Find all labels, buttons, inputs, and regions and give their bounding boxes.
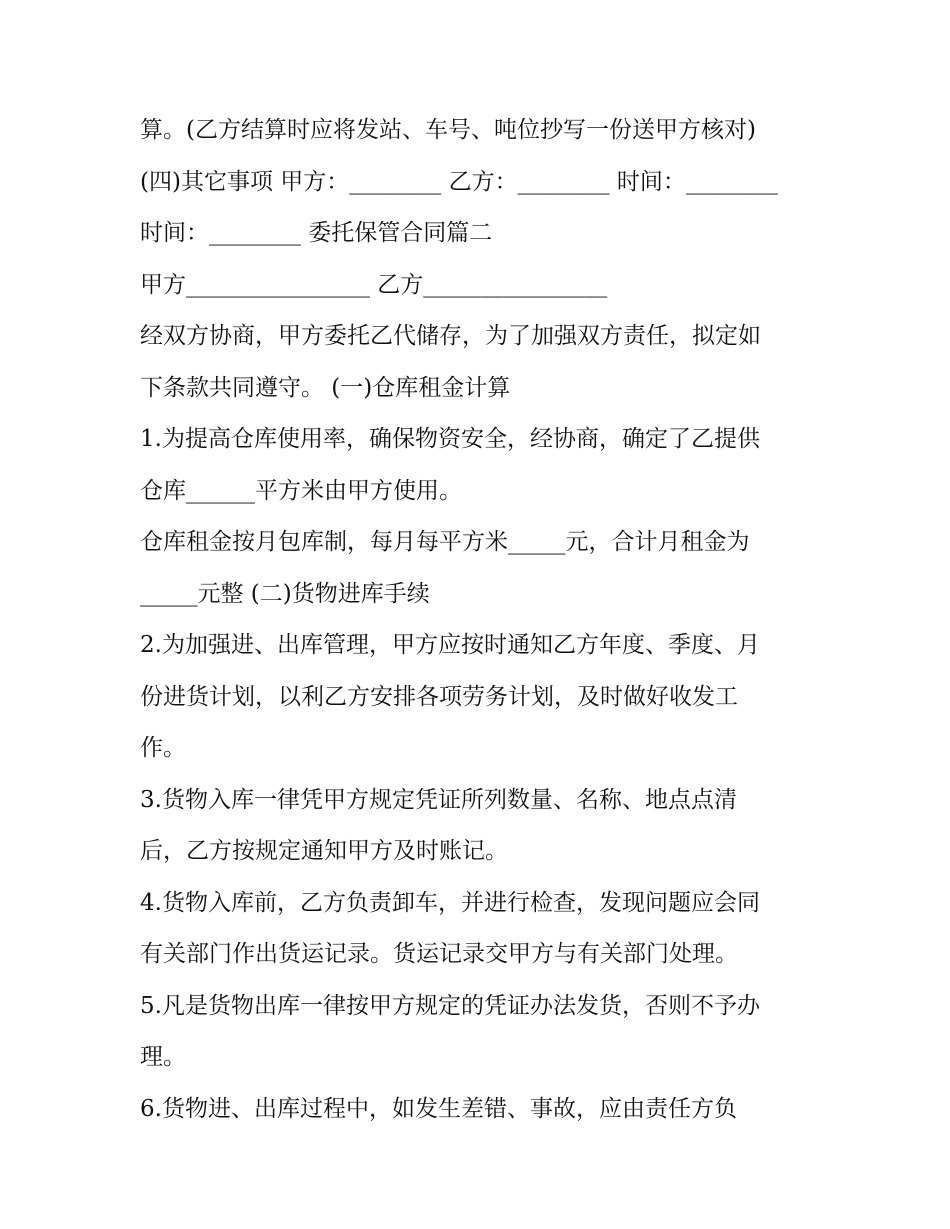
text-line: 有关部门作出货运记录。货运记录交甲方与有关部门处理。 bbox=[140, 941, 738, 967]
text-line: 算。(乙方结算时应将发站、车号、吨位抄写一份送甲方核对) bbox=[140, 117, 756, 143]
text-line: 时间：________ 委托保管合同篇二 bbox=[140, 220, 493, 246]
document-body bbox=[140, 105, 830, 1135]
text-line: 仓库租金按月包库制，每月每平方米_____元，合计月租金为 bbox=[140, 529, 750, 555]
text-line: 6.货物进、出库过程中，如发生差错、事故，应由责任方负 bbox=[140, 1095, 737, 1122]
text-line: 后，乙方按规定通知甲方及时账记。 bbox=[140, 838, 508, 864]
text-line: 作。 bbox=[140, 735, 186, 761]
text-line: 5.凡是货物出库一律按甲方规定的凭证办法发货，否则不予办 bbox=[140, 992, 760, 1019]
text-line: 理。 bbox=[140, 1044, 186, 1070]
text-line: _____元整 (二)货物进库手续 bbox=[140, 580, 430, 607]
text-line: 甲方________________ 乙方________________ bbox=[140, 271, 608, 298]
text-line: 下条款共同遵守。 (一)仓库租金计算 bbox=[140, 374, 511, 401]
text-line: 2.为加强进、出库管理，甲方应按时通知乙方年度、季度、月 bbox=[140, 632, 760, 658]
text-line: 4.货物入库前，乙方负责卸车，并进行检查，发现问题应会同 bbox=[140, 889, 760, 916]
text-line: 3.货物入库一律凭甲方规定凭证所列数量、名称、地点点清 bbox=[140, 786, 737, 813]
text-line: 经双方协商，甲方委托乙代储存，为了加强双方责任，拟定如 bbox=[140, 323, 761, 349]
text-line: 仓库______平方米由甲方使用。 bbox=[140, 477, 462, 504]
text-line: 份进货计划，以利乙方安排各项劳务计划，及时做好收发工 bbox=[140, 683, 738, 710]
text-line: (四)其它事项 甲方：________ 乙方：________ 时间：________ bbox=[140, 168, 778, 195]
text-line: 1.为提高仓库使用率，确保物资安全，经协商，确定了乙提供 bbox=[140, 426, 760, 452]
